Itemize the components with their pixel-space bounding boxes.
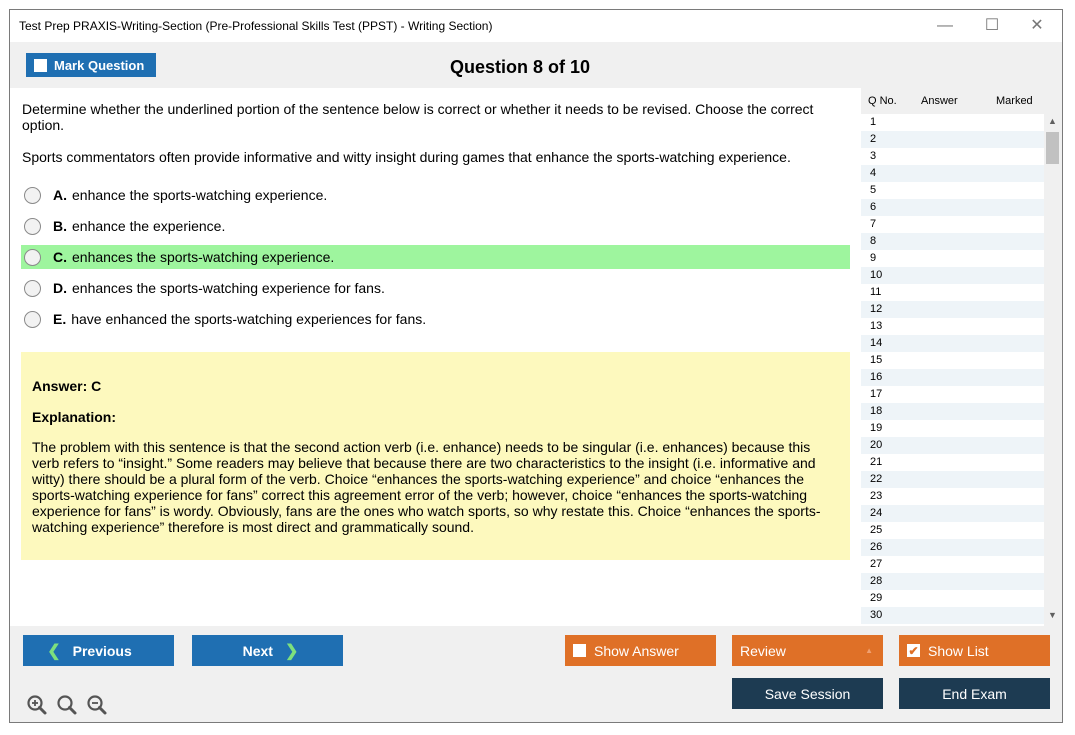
question-list-row[interactable] — [861, 369, 1044, 386]
question-list-row[interactable] — [861, 301, 1044, 318]
question-number: 12 — [870, 303, 883, 315]
mark-question-button[interactable] — [26, 53, 156, 77]
question-number: 30 — [870, 609, 883, 621]
question-number: 13 — [870, 320, 883, 332]
show-list-checkbox-icon: ✔ — [908, 643, 919, 658]
review-label: Review — [740, 642, 786, 659]
option-c[interactable] — [21, 245, 850, 269]
title-bar — [10, 10, 1062, 42]
question-list-row[interactable] — [861, 216, 1044, 233]
option-e[interactable] — [21, 307, 850, 331]
question-number: 27 — [870, 558, 883, 570]
question-number: 16 — [870, 371, 883, 383]
question-number: 15 — [870, 354, 883, 366]
question-list-row[interactable] — [861, 607, 1044, 624]
question-list-row[interactable] — [861, 471, 1044, 488]
zoom-in-icon[interactable] — [26, 694, 48, 716]
question-list-row[interactable] — [861, 148, 1044, 165]
explanation-label: Explanation: — [32, 409, 117, 425]
next-label: Next — [242, 642, 273, 659]
answer-header: Answer — [921, 95, 958, 107]
question-number: 10 — [870, 269, 883, 281]
option-text: enhances the sports-watching experience. — [72, 249, 335, 265]
scroll-thumb[interactable] — [1046, 132, 1059, 164]
option-text: have enhanced the sports-watching experiences for fans. — [71, 311, 427, 327]
radio-icon[interactable] — [24, 311, 41, 328]
show-answer-button[interactable] — [565, 635, 716, 666]
question-number: 11 — [870, 286, 882, 298]
option-text: enhances the sports-watching experience for fans. — [72, 280, 385, 296]
question-number: 18 — [870, 405, 883, 417]
question-list-row[interactable] — [861, 352, 1044, 369]
question-panel — [10, 88, 861, 626]
question-counter: Question 8 of 10 — [450, 57, 591, 77]
marked-header: Marked — [996, 95, 1033, 107]
mark-checkbox-icon — [34, 59, 47, 72]
option-text: enhance the experience. — [72, 218, 226, 234]
chevron-right-icon: ❯ — [284, 642, 299, 660]
question-list-row[interactable] — [861, 267, 1044, 284]
question-list-row[interactable] — [861, 335, 1044, 352]
option-d[interactable] — [21, 276, 850, 300]
question-list-scrollbar[interactable] — [1044, 114, 1061, 626]
question-list-row[interactable] — [861, 165, 1044, 182]
option-letter: E. — [53, 311, 67, 327]
end-exam-button[interactable] — [899, 678, 1050, 709]
radio-icon[interactable] — [24, 218, 41, 235]
explanation-text: The problem with this sentence is that the second action verb (i.e. enhance) needs to be singular (i.e. enhances) because this verb refers to “insight.” Some readers may believe that because there are two characteristics to the insight (i.e. informative and witty) there should be a plural form of the verb. Choice “enhances the sports-watching experience” and choice “enhances the sports-watching experience for fans” correct this agreement error of the verb; however, choice “enhances the sports-watching experience for fans” is wordy. Obviously, fans are the ones who watch sports, so why restate this. Choice “enhances the sports-watching experience” therefore is most direct and grammatically sound. — [32, 439, 821, 535]
question-list-row[interactable] — [861, 437, 1044, 454]
question-number: 21 — [870, 456, 883, 468]
question-number: 8 — [870, 235, 877, 247]
question-number: 7 — [870, 218, 877, 230]
question-list-row[interactable] — [861, 539, 1044, 556]
close-icon[interactable]: ✕ — [1030, 17, 1044, 34]
question-number: 2 — [870, 133, 877, 145]
scroll-up-icon[interactable]: ▲ — [1048, 116, 1057, 126]
question-list-header — [861, 88, 1062, 114]
question-number: 25 — [870, 524, 883, 536]
app-window — [9, 9, 1063, 723]
question-number: 6 — [870, 201, 877, 213]
scroll-down-icon[interactable]: ▼ — [1048, 610, 1057, 620]
radio-icon[interactable] — [24, 249, 41, 266]
question-number: 3 — [870, 150, 877, 162]
question-toolbar — [10, 42, 1062, 88]
question-list-row[interactable] — [861, 250, 1044, 267]
show-answer-label: Show Answer — [594, 642, 679, 659]
question-list-row[interactable] — [861, 403, 1044, 420]
option-text: enhance the sports-watching experience. — [72, 187, 328, 203]
question-number: 26 — [870, 541, 883, 553]
previous-label: Previous — [72, 642, 132, 659]
question-stem: Determine whether the underlined portion of the sentence below is correct or whether it needs to be revised. Choose the correct option. — [22, 101, 814, 133]
question-list-row[interactable] — [861, 573, 1044, 590]
option-letter: D. — [53, 280, 67, 296]
qno-header: Q No. — [868, 95, 897, 107]
minimize-icon[interactable]: — — [937, 17, 953, 34]
question-number: 4 — [870, 167, 877, 179]
question-list-row[interactable] — [861, 590, 1044, 607]
option-a[interactable] — [21, 183, 850, 207]
question-list-row[interactable] — [861, 505, 1044, 522]
question-number: 22 — [870, 473, 883, 485]
question-list-panel — [861, 88, 1062, 626]
question-number: 29 — [870, 592, 883, 604]
question-list-row[interactable] — [861, 182, 1044, 199]
window-title: Test Prep PRAXIS-Writing-Section (Pre-Professional Skills Test (PPST) - Writing Section) — [19, 19, 493, 33]
question-list-row[interactable] — [861, 522, 1044, 539]
next-button[interactable] — [192, 635, 343, 666]
question-number: 14 — [870, 337, 883, 349]
question-list-row[interactable] — [861, 454, 1044, 471]
question-list-row[interactable] — [861, 386, 1044, 403]
question-list-row[interactable] — [861, 131, 1044, 148]
option-b[interactable] — [21, 214, 850, 238]
zoom-out-icon[interactable] — [86, 694, 108, 716]
question-list-row[interactable] — [861, 114, 1044, 131]
bottom-bar — [10, 626, 1062, 722]
maximize-icon[interactable]: ☐ — [984, 17, 1000, 34]
chevron-left-icon: ❮ — [47, 642, 61, 660]
question-number: 1 — [870, 116, 877, 128]
radio-icon[interactable] — [24, 187, 41, 204]
chevron-down-icon: ▲ — [865, 646, 873, 655]
save-session-button[interactable] — [732, 678, 883, 709]
question-number: 19 — [870, 422, 883, 434]
question-list[interactable] — [861, 114, 1044, 626]
question-sentence: Sports commentators often provide informative and witty insight during games that enhance the sports-watching experience. — [22, 149, 791, 165]
question-number: 23 — [870, 490, 883, 502]
question-number: 9 — [870, 252, 877, 264]
show-list-button[interactable] — [899, 635, 1050, 666]
question-number: 28 — [870, 575, 883, 587]
show-answer-checkbox-icon — [573, 644, 586, 657]
previous-button[interactable] — [23, 635, 174, 666]
answer-explanation-box — [21, 352, 850, 560]
review-button[interactable] — [732, 635, 883, 666]
question-list-row[interactable] — [861, 556, 1044, 573]
zoom-reset-icon[interactable] — [56, 694, 78, 716]
question-list-row[interactable] — [861, 233, 1044, 250]
question-number: 20 — [870, 439, 883, 451]
question-list-row[interactable] — [861, 284, 1044, 301]
radio-icon[interactable] — [24, 280, 41, 297]
answer-label: Answer: C — [32, 378, 102, 394]
end-exam-label: End Exam — [942, 685, 1007, 702]
option-letter: C. — [53, 249, 67, 265]
question-list-row[interactable] — [861, 199, 1044, 216]
question-list-row[interactable] — [861, 318, 1044, 335]
question-list-row[interactable] — [861, 420, 1044, 437]
question-number: 17 — [870, 388, 883, 400]
question-list-row[interactable] — [861, 488, 1044, 505]
option-letter: A. — [53, 187, 67, 203]
question-number: 24 — [870, 507, 883, 519]
save-session-label: Save Session — [764, 685, 851, 702]
mark-question-label: Mark Question — [54, 57, 145, 73]
option-letter: B. — [53, 218, 67, 234]
question-number: 5 — [870, 184, 877, 196]
show-list-label: Show List — [928, 642, 989, 659]
